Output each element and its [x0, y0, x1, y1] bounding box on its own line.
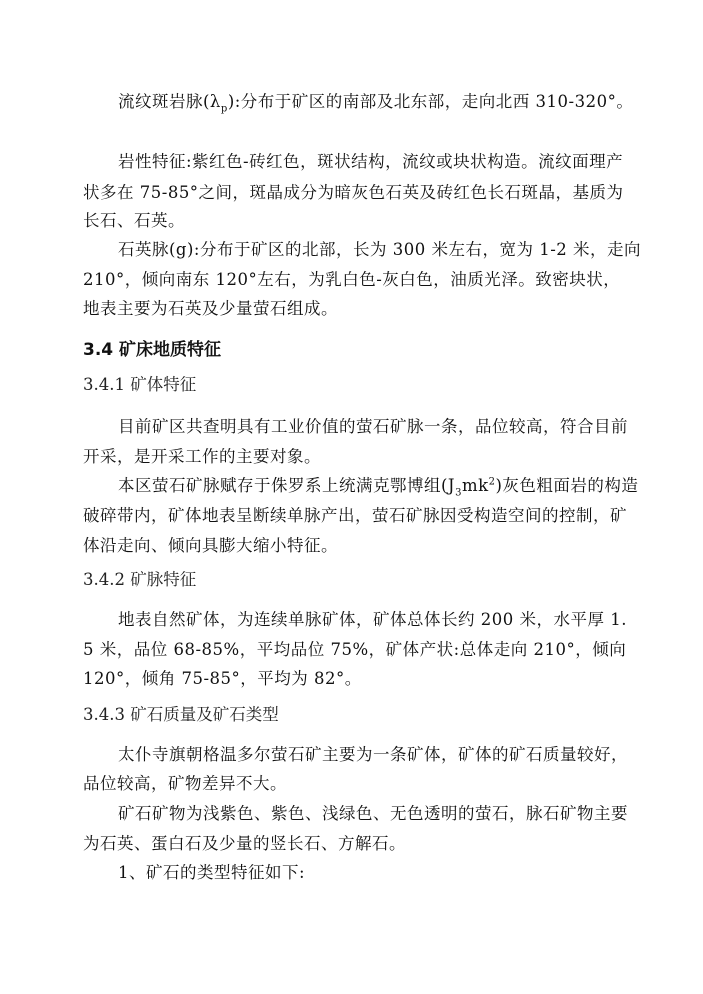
subscript: p [220, 103, 228, 115]
paragraph-line: 1、矿石的类型特征如下: [118, 863, 306, 882]
subscript: 3 [455, 487, 462, 499]
paragraph-line: 目前矿区共查明具有工业价值的萤石矿脉一条，品位较高，符合目前 [118, 417, 628, 436]
paragraph-line: 状多在 75-85°之间，斑晶成分为暗灰色石英及砖红色长石斑晶，基质为 [83, 183, 624, 202]
paragraph-line: 开采，是开采工作的主要对象。 [83, 447, 321, 466]
paragraph-line: 地表主要为石英及少量萤石组成。 [83, 299, 338, 318]
paragraph-line: 120°，倾角 75-85°，平均为 82°。 [83, 669, 362, 688]
paragraph-line: 品位较高，矿物差异不大。 [83, 774, 287, 793]
subsection-heading-3-4-2: 3.4.2 矿脉特征 [83, 570, 197, 589]
paragraph-line: 破碎带内，矿体地表呈断续单脉产出，萤石矿脉因受构造空间的控制，矿 [83, 506, 627, 525]
paragraph-line: 长石、石英。 [83, 211, 185, 230]
paragraph-line: 体沿走向、倾向具膨大缩小特征。 [83, 536, 338, 555]
paragraph-line: 地表自然矿体，为连续单脉矿体，矿体总体长约 200 米，水平厚 1. [118, 610, 627, 629]
subsection-heading-3-4-1: 3.4.1 矿体特征 [83, 375, 197, 394]
text-run: mk [461, 476, 489, 495]
paragraph-line: 太仆寺旗朝格温多尔萤石矿主要为一条矿体，矿体的矿石质量较好， [118, 745, 628, 764]
text-run: )灰色粗面岩的构造 [495, 476, 639, 495]
paragraph-line: 岩性特征:紫红色-砖红色，斑状结构，流纹或块状构造。流纹面理产 [118, 152, 624, 171]
text-run: ):分布于矿区的南部及北东部，走向北西 310-320°。 [227, 92, 634, 111]
subsection-heading-3-4-3: 3.4.3 矿石质量及矿石类型 [83, 705, 279, 724]
paragraph-ore-vein [118, 476, 639, 499]
paragraph-line: 石英脉(g):分布于矿区的北部，长为 300 米左右，宽为 1-2 米，走向 [118, 240, 642, 259]
paragraph-line: 矿石矿物为浅紫色、紫色、浅绿色、无色透明的萤石，脉石矿物主要 [118, 804, 628, 823]
text-run: 流纹斑岩脉(λ [118, 92, 221, 111]
paragraph-line: 为石英、蛋白石及少量的竖长石、方解石。 [83, 834, 406, 853]
text-run: 本区萤石矿脉赋存于侏罗系上统满克鄂博组(J [118, 476, 456, 495]
superscript: 2 [488, 476, 496, 488]
section-heading-3-4: 3.4 矿床地质特征 [83, 340, 222, 360]
paragraph-line: 210°，倾向南东 120°左右，为乳白色-灰白色，油质光泽。致密块状， [83, 270, 621, 289]
paragraph-line: 5 米，品位 68-85%，平均品位 75%，矿体产状:总体走向 210°，倾向 [83, 640, 627, 659]
paragraph-rhyolite-dike [118, 92, 634, 115]
